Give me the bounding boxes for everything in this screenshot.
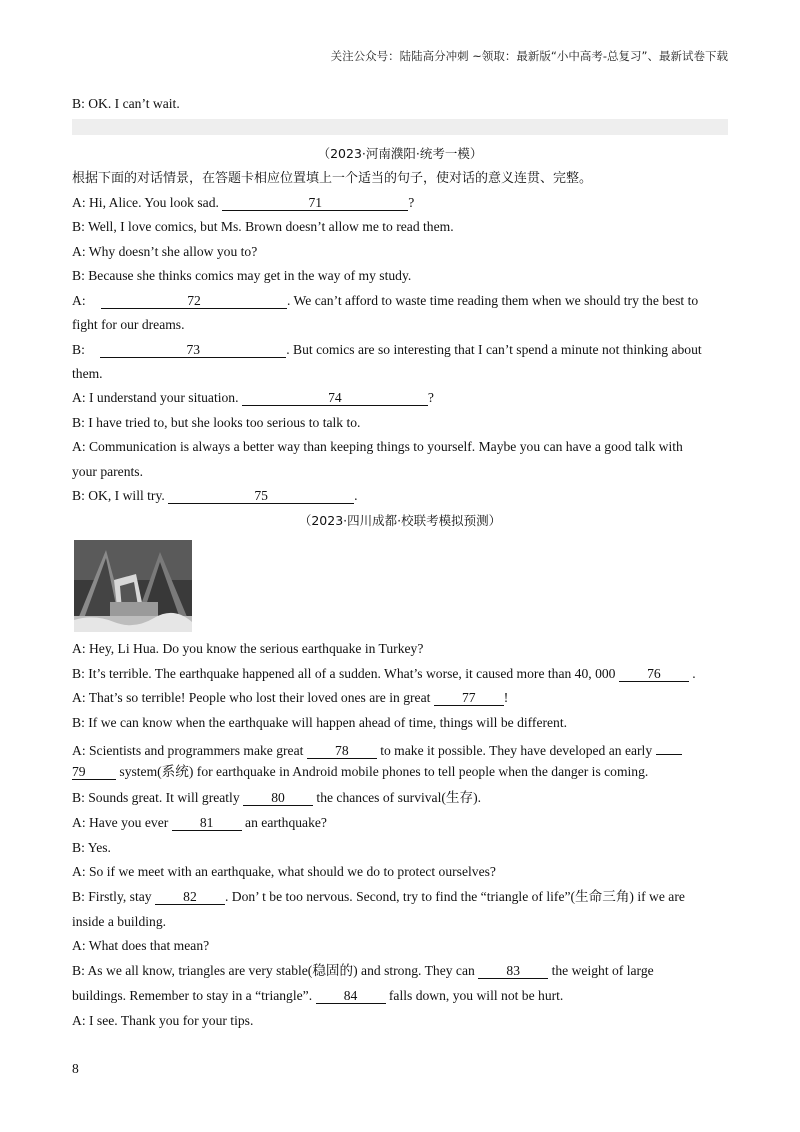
- dialogue-line: A: I see. Thank you for your tips.: [72, 1013, 254, 1028]
- dialogue-text: . But comics are so interesting that I can’t spend a minute not thinking about: [286, 342, 702, 357]
- dialogue-text: A: Have you ever: [72, 815, 172, 830]
- dialogue-text: B: Sounds great. It will greatly: [72, 790, 244, 805]
- dialogue-text: A:: [72, 293, 89, 308]
- dialogue-line: them.: [72, 366, 103, 381]
- dialogue-line: B: I have tried to, but she looks too serious to talk to.: [72, 415, 361, 430]
- dialogue-line: A: Hey, Li Hua. Do you know the serious earthquake in Turkey?: [72, 641, 424, 656]
- page-header: 关注公众号：陆陆高分冲刺 ~领取：最新版“小中高考-总复习”、最新试卷下载: [330, 49, 728, 63]
- dialogue-line: A: So if we meet with an earthquake, what should we do to protect ourselves?: [72, 864, 496, 879]
- dialogue-line: [72, 690, 508, 706]
- dialogue-text: ?: [427, 390, 434, 405]
- answer-blank-78[interactable]: 78: [307, 743, 377, 759]
- dialogue-text: .: [688, 666, 696, 681]
- answer-blank-75[interactable]: 75: [168, 488, 354, 504]
- answer-blank-82[interactable]: 82: [155, 889, 225, 905]
- dialogue-line: [72, 790, 481, 806]
- dialogue-text: A: That’s so terrible! People who lost their loved ones are in great: [72, 690, 434, 705]
- dialogue-line: [72, 988, 563, 1004]
- answer-blank-79-start[interactable]: [656, 739, 682, 755]
- dialogue-text: B: As we all know, triangles are very stable(稳固的) and strong. They can: [72, 963, 479, 978]
- dialogue-line: [72, 963, 654, 979]
- dialogue-line: [72, 739, 682, 759]
- answer-blank-76[interactable]: 76: [619, 666, 689, 682]
- dialogue-text: B: It’s terrible. The earthquake happened all of a sudden. What’s worse, it caused more than 40, 000: [72, 666, 619, 681]
- answer-blank-84[interactable]: 84: [316, 988, 386, 1004]
- dialogue-text: B: OK, I will try.: [72, 488, 169, 503]
- dialogue-line: B: Yes.: [72, 840, 111, 855]
- section2-source: （2023·四川成都·校联考模拟预测）: [298, 513, 502, 528]
- dialogue-text: the weight of large: [548, 963, 654, 978]
- dialogue-line: A: Communication is always a better way than keeping things to yourself. Maybe you can have a good talk with: [72, 439, 683, 454]
- previous-dialogue-line: B: OK. I can’t wait.: [72, 96, 180, 111]
- dialogue-text: .: [354, 488, 358, 503]
- dialogue-text: buildings. Remember to stay in a “triangle”.: [72, 988, 316, 1003]
- dialogue-line: B: Because she thinks comics may get in the way of my study.: [72, 268, 412, 283]
- dialogue-text: system(系统) for earthquake in Android mobile phones to tell people when the danger is coming.: [116, 764, 649, 779]
- dialogue-text: A: Scientists and programmers make great: [72, 743, 307, 758]
- dialogue-text: an earthquake?: [241, 815, 327, 830]
- dialogue-text: . Don’ t be too nervous. Second, try to find the “triangle of life”(生命三角) if we are: [224, 889, 685, 904]
- answer-blank-79[interactable]: 79: [72, 764, 116, 780]
- dialogue-text: to make it possible. They have developed an early: [376, 743, 656, 758]
- answer-blank-74[interactable]: 74: [242, 390, 428, 406]
- dialogue-line: [72, 342, 702, 358]
- dialogue-line: [72, 764, 648, 780]
- dialogue-line: [72, 815, 327, 831]
- dialogue-text: falls down, you will not be hurt.: [385, 988, 564, 1003]
- dialogue-text: ?: [408, 195, 415, 210]
- dialogue-line: [72, 666, 696, 682]
- dialogue-line: your parents.: [72, 464, 143, 479]
- answer-blank-72[interactable]: 72: [101, 293, 287, 309]
- section-divider: [72, 119, 728, 135]
- answer-blank-81[interactable]: 81: [172, 815, 242, 831]
- section1-instruction: 根据下面的对话情景，在答题卡相应位置填上一个适当的句子，使对话的意义连贯、完整。: [72, 171, 593, 186]
- answer-blank-83[interactable]: 83: [478, 963, 548, 979]
- dialogue-line: B: If we can know when the earthquake will happen ahead of time, things will be different.: [72, 715, 568, 730]
- answer-blank-73[interactable]: 73: [100, 342, 286, 358]
- answer-blank-80[interactable]: 80: [243, 790, 313, 806]
- dialogue-text: A: Hi, Alice. You look sad.: [72, 195, 223, 210]
- dialogue-line: fight for our dreams.: [72, 317, 185, 332]
- dialogue-line: [72, 195, 414, 211]
- page-number: 8: [72, 1061, 79, 1076]
- dialogue-line: [72, 293, 698, 309]
- dialogue-text: . We can’t afford to waste time reading them when we should try the best to: [287, 293, 699, 308]
- answer-blank-77[interactable]: 77: [434, 690, 504, 706]
- answer-blank-71[interactable]: 71: [222, 195, 408, 211]
- dialogue-text: A: I understand your situation.: [72, 390, 242, 405]
- dialogue-text: the chances of survival(生存).: [313, 790, 482, 805]
- dialogue-line: inside a building.: [72, 914, 167, 929]
- dialogue-text: B: Firstly, stay: [72, 889, 155, 904]
- dialogue-line: B: Well, I love comics, but Ms. Brown doesn’t allow me to read them.: [72, 219, 454, 234]
- section1-source: （2023·河南濮阳·统考一模）: [317, 146, 483, 161]
- dialogue-line: [72, 889, 685, 905]
- dialogue-line: [72, 488, 358, 504]
- dialogue-line: [72, 390, 434, 406]
- earthquake-photo: [74, 540, 192, 632]
- dialogue-line: A: Why doesn’t she allow you to?: [72, 244, 258, 259]
- dialogue-text: B:: [72, 342, 89, 357]
- dialogue-text: !: [503, 690, 509, 705]
- dialogue-line: A: What does that mean?: [72, 938, 210, 953]
